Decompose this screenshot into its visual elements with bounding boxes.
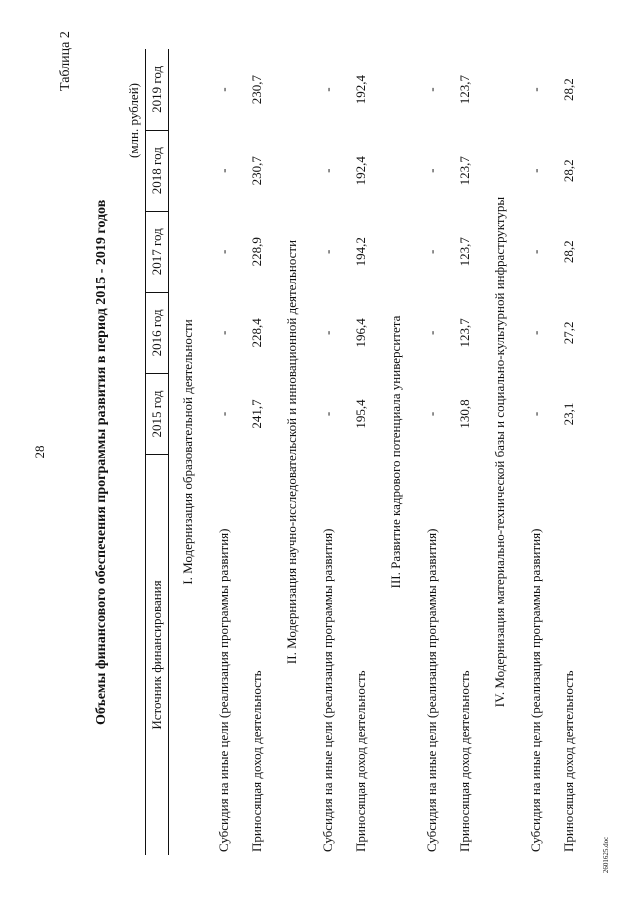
row-label: Приносящая доход деятельность xyxy=(560,670,576,852)
cell-2016: 27,2 xyxy=(560,321,576,345)
table-row xyxy=(448,49,481,855)
cell-2019: 28,2 xyxy=(560,78,576,101)
cell-2017: 123,7 xyxy=(456,237,472,267)
cell-2019: - xyxy=(423,87,439,92)
cell-2018: - xyxy=(423,168,439,173)
cell-2019: 192,4 xyxy=(352,74,368,105)
cell-2017: - xyxy=(215,249,231,254)
header-2017: 2017 год xyxy=(146,211,169,292)
cell-2016: 228,4 xyxy=(248,318,264,348)
section-title: I. Модернизация образовательной деятельности xyxy=(180,319,195,585)
cell-2017: - xyxy=(319,249,335,254)
cell-2019: - xyxy=(215,87,231,92)
cell-2018: - xyxy=(319,168,335,173)
row-label: Приносящая доход деятельность xyxy=(248,670,264,852)
row-label: Приносящая доход деятельность xyxy=(352,670,368,852)
cell-2015: - xyxy=(215,411,231,417)
header-source: Источник финансирования xyxy=(146,455,169,855)
header-2018: 2018 год xyxy=(146,130,169,211)
cell-2019: - xyxy=(319,87,335,92)
table-row xyxy=(311,49,344,855)
cell-2015: 195,4 xyxy=(352,399,368,429)
cell-2018: - xyxy=(527,168,543,173)
cell-2018: 28,2 xyxy=(560,159,576,183)
cell-2015: - xyxy=(527,411,543,417)
section-title: IV. Модернизация материально-технической базы и социально-культурной инфраструктуры xyxy=(492,196,507,708)
cell-2016: 196,4 xyxy=(352,318,368,348)
cell-2015: - xyxy=(319,411,335,417)
cell-2018: 123,7 xyxy=(456,156,472,186)
section-row xyxy=(481,49,519,855)
cell-2016: - xyxy=(423,330,439,336)
table-label: Таблица 2 xyxy=(58,31,73,91)
row-label: Приносящая доход деятельность xyxy=(456,670,472,852)
cell-2017: 28,2 xyxy=(560,240,576,264)
header-2015: 2015 год xyxy=(146,373,169,454)
cell-2017: 228,9 xyxy=(248,237,264,267)
page-number: 28 xyxy=(32,445,47,459)
row-label: Субсидия на иные цели (реализация программы развития) xyxy=(527,528,543,852)
row-label: Субсидия на иные цели (реализация программы развития) xyxy=(423,528,439,852)
cell-2019: - xyxy=(527,87,543,92)
cell-2016: 123,7 xyxy=(456,318,472,348)
section-row xyxy=(273,49,311,855)
cell-2018: - xyxy=(215,168,231,173)
cell-2015: 241,7 xyxy=(248,399,264,429)
cell-2019: 123,7 xyxy=(456,74,472,105)
table-header-row xyxy=(146,49,169,855)
cell-2015: 130,8 xyxy=(456,399,472,429)
cell-2017: - xyxy=(423,249,439,254)
row-label: Субсидия на иные цели (реализация программы развития) xyxy=(215,528,231,852)
section-title: III. Развитие кадрового потенциала университета xyxy=(388,315,403,589)
document-code: 2601625.doc xyxy=(602,836,610,874)
table-row xyxy=(552,49,585,855)
cell-2016: - xyxy=(527,330,543,336)
cell-2017: - xyxy=(527,249,543,254)
table-row xyxy=(344,49,377,855)
cell-2015: 23,1 xyxy=(560,402,576,426)
row-label: Субсидия на иные цели (реализация программы развития) xyxy=(319,528,335,852)
financing-table xyxy=(145,49,585,855)
unit-note: (млн. рублей) xyxy=(126,83,141,158)
cell-2019: 230,7 xyxy=(248,74,264,105)
cell-2016: - xyxy=(215,330,231,336)
table-row xyxy=(415,49,448,855)
cell-2016: - xyxy=(319,330,335,336)
cell-2015: - xyxy=(423,411,439,417)
table-row xyxy=(207,49,240,855)
cell-2018: 192,4 xyxy=(352,156,368,186)
table-row xyxy=(240,49,273,855)
section-title: II. Модернизация научно-исследовательской и инновационной деятельности xyxy=(284,239,299,665)
table-row xyxy=(519,49,552,855)
section-row xyxy=(377,49,415,855)
cell-2018: 230,7 xyxy=(248,156,264,186)
header-2016: 2016 год xyxy=(146,292,169,373)
cell-2017: 194,2 xyxy=(352,237,368,267)
header-2019: 2019 год xyxy=(146,49,169,130)
section-row xyxy=(169,49,208,855)
document-title: Объемы финансового обеспечения программы развития в период 2015 - 2019 годов xyxy=(94,199,109,725)
